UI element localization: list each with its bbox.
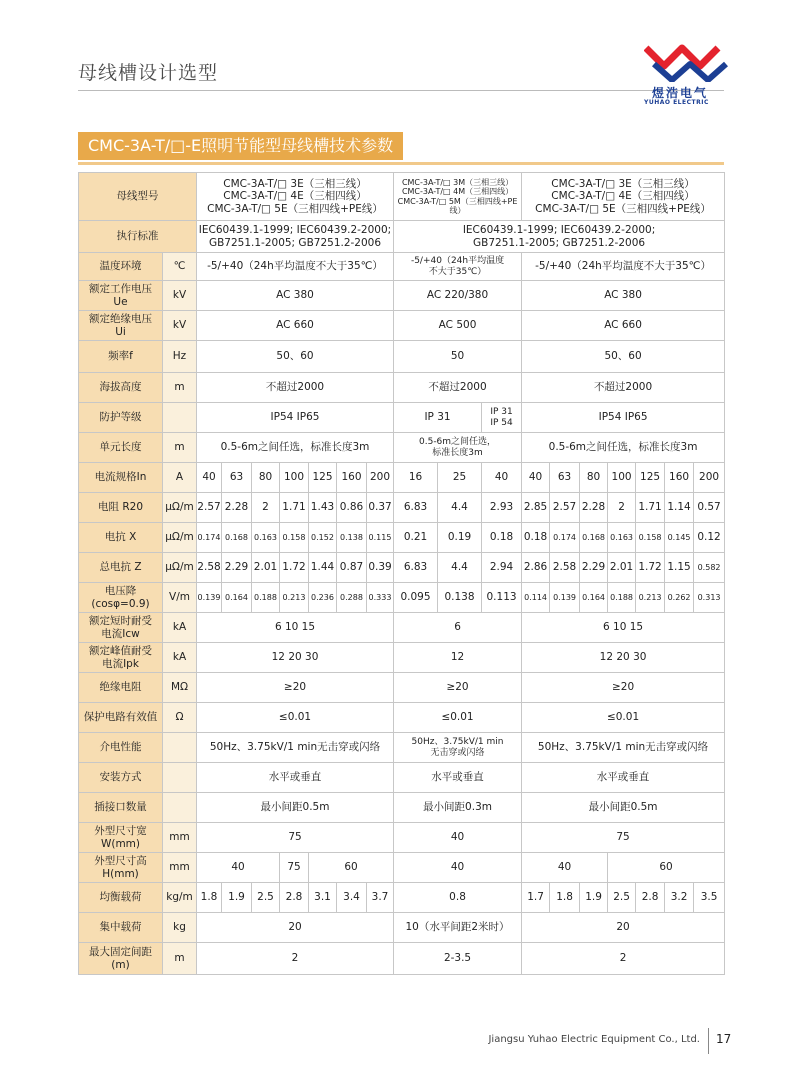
plug-group3: 最小间距0.5m: [522, 793, 725, 823]
row-install: [79, 763, 725, 793]
cload-group2: 10（水平间距2米时）: [394, 913, 522, 943]
cell: 0.145: [665, 523, 694, 553]
label-r20: 电阻 R20: [79, 493, 163, 523]
cell: 40: [197, 463, 222, 493]
cell: 1.9: [580, 883, 608, 913]
company-logo: [640, 36, 732, 104]
section-title: CMC-3A-T/□-E照明节能型母线槽技术参数: [78, 132, 403, 160]
w-group2: 40: [394, 823, 522, 853]
ipk-group2: 12: [394, 643, 522, 673]
label-plug: 插接口数量: [79, 793, 163, 823]
icw-group1: 6 10 15: [197, 613, 394, 643]
unitlen-group3: 0.5-6m之间任选，标准长度3m: [522, 433, 725, 463]
cell: 2: [608, 493, 636, 523]
page-header-title: 母线槽设计选型: [78, 62, 219, 84]
cell: 0.139: [197, 583, 222, 613]
row-pe: [79, 703, 725, 733]
unit-current: A: [163, 463, 197, 493]
row-h: [79, 853, 725, 883]
cell: 40: [482, 463, 522, 493]
cell: 80: [252, 463, 280, 493]
cell: 2.01: [608, 553, 636, 583]
temp-group3: -5/+40（24h平均温度不大于35℃）: [522, 253, 725, 281]
row-freq: [79, 341, 725, 373]
cell: 0.138: [337, 523, 367, 553]
label-diel: 介电性能: [79, 733, 163, 763]
span-group3: 2: [522, 943, 725, 975]
unit-z: μΩ/m: [163, 553, 197, 583]
cell: 0.115: [367, 523, 394, 553]
row-ip: [79, 403, 725, 433]
cell: 2.8: [636, 883, 665, 913]
cell: 0.87: [337, 553, 367, 583]
cell: 0.163: [252, 523, 280, 553]
cell: 1.44: [309, 553, 337, 583]
label-pe: 保护电路有效值: [79, 703, 163, 733]
row-plug: [79, 793, 725, 823]
ui-group2: AC 500: [394, 311, 522, 341]
label-ins: 绝缘电阻: [79, 673, 163, 703]
cell: 1.43: [309, 493, 337, 523]
label-ip: 防护等级: [79, 403, 163, 433]
logo-mark-icon: [644, 36, 728, 82]
label-span: 最大固定间距 (m): [79, 943, 163, 975]
ui-group3: AC 660: [522, 311, 725, 341]
cell: 200: [367, 463, 394, 493]
cell: 0.163: [608, 523, 636, 553]
cell: 125: [636, 463, 665, 493]
label-h: 外型尺寸高 H(mm): [79, 853, 163, 883]
unit-load: kg/m: [163, 883, 197, 913]
cell: 0.113: [482, 583, 522, 613]
cell: 3.1: [309, 883, 337, 913]
alt-group1: 不超过2000: [197, 373, 394, 403]
cell: 0.582: [694, 553, 725, 583]
cell: 2.85: [522, 493, 550, 523]
diel-group2: 50Hz、3.75kV/1 min 无击穿或闪络: [394, 733, 522, 763]
label-unitlen: 单元长度: [79, 433, 163, 463]
unitlen-group2: 0.5-6m之间任选， 标准长度3m: [394, 433, 522, 463]
standard-group1: IEC60439.1-1999; IEC60439.2-2000; GB7251.1-2005; GB7251.2-2006: [197, 221, 394, 253]
cload-group3: 20: [522, 913, 725, 943]
unit-ipk: kA: [163, 643, 197, 673]
cell: 3.4: [337, 883, 367, 913]
cell: 125: [309, 463, 337, 493]
unit-w: mm: [163, 823, 197, 853]
unit-cload: kg: [163, 913, 197, 943]
unit-r20: μΩ/m: [163, 493, 197, 523]
cell: 0.18: [522, 523, 550, 553]
unit-freq: Hz: [163, 341, 197, 373]
cell: 0.152: [309, 523, 337, 553]
cell: 2.58: [550, 553, 580, 583]
cell: 2.29: [222, 553, 252, 583]
label-freq: 频率f: [79, 341, 163, 373]
cell: 200: [694, 463, 725, 493]
unit-unitlen: m: [163, 433, 197, 463]
cell: 0.138: [438, 583, 482, 613]
cell: 0.158: [280, 523, 309, 553]
row-unitlen: [79, 433, 725, 463]
h-group1-c: 60: [309, 853, 394, 883]
install-group3: 水平或垂直: [522, 763, 725, 793]
ue-group1: AC 380: [197, 281, 394, 311]
cell: 2.28: [222, 493, 252, 523]
unit-icw: kA: [163, 613, 197, 643]
row-model: [79, 173, 725, 221]
row-cload: [79, 913, 725, 943]
row-standard: [79, 221, 725, 253]
cell: 0.164: [580, 583, 608, 613]
cell: 40: [522, 463, 550, 493]
label-standard: 执行标准: [79, 221, 197, 253]
cell: 1.9: [222, 883, 252, 913]
cell: 0.168: [580, 523, 608, 553]
cell: 2.57: [197, 493, 222, 523]
spec-table: [78, 172, 725, 975]
install-group2: 水平或垂直: [394, 763, 522, 793]
pe-group2: ≤0.01: [394, 703, 522, 733]
ins-group2: ≥20: [394, 673, 522, 703]
page-number: 17: [716, 1032, 732, 1046]
cell: 0.139: [550, 583, 580, 613]
diel-group3: 50Hz、3.75kV/1 min无击穿或闪络: [522, 733, 725, 763]
cload-group1: 20: [197, 913, 394, 943]
row-temp: [79, 253, 725, 281]
footer-divider: [708, 1028, 709, 1054]
cell: 0.57: [694, 493, 725, 523]
cell: 4.4: [438, 553, 482, 583]
cell: 25: [438, 463, 482, 493]
row-alt: [79, 373, 725, 403]
cell: 16: [394, 463, 438, 493]
cell: 2.01: [252, 553, 280, 583]
cell: 0.288: [337, 583, 367, 613]
cell: 0.168: [222, 523, 252, 553]
cell: 0.86: [337, 493, 367, 523]
ui-group1: AC 660: [197, 311, 394, 341]
ue-group3: AC 380: [522, 281, 725, 311]
label-current: 电流规格In: [79, 463, 163, 493]
model-group3: CMC-3A-T/□ 3E（三相三线） CMC-3A-T/□ 4E（三相四线） CMC-3A-T/□ 5E（三相四线+PE线）: [522, 173, 725, 221]
span-group1: 2: [197, 943, 394, 975]
cell: 1.71: [280, 493, 309, 523]
row-ue: [79, 281, 725, 311]
cell: 4.4: [438, 493, 482, 523]
cell: 2.86: [522, 553, 550, 583]
install-group1: 水平或垂直: [197, 763, 394, 793]
cell: 2.29: [580, 553, 608, 583]
unit-x: μΩ/m: [163, 523, 197, 553]
cell: 1.7: [522, 883, 550, 913]
diel-group1: 50Hz、3.75kV/1 min无击穿或闪络: [197, 733, 394, 763]
label-w: 外型尺寸宽 W(mm): [79, 823, 163, 853]
footer-company: Jiangsu Yuhao Electric Equipment Co., Ltd.: [488, 1034, 700, 1045]
cell: 2.58: [197, 553, 222, 583]
ip-group3: IP54 IP65: [522, 403, 725, 433]
label-icw: 额定短时耐受 电流Icw: [79, 613, 163, 643]
h-group2: 40: [394, 853, 522, 883]
cell: 1.72: [280, 553, 309, 583]
ip-group1: IP54 IP65: [197, 403, 394, 433]
logo-english-name: YUHAO ELECTRIC: [644, 99, 709, 106]
freq-group3: 50、60: [522, 341, 725, 373]
icw-group2: 6: [394, 613, 522, 643]
cell: 2: [252, 493, 280, 523]
section-title-rule: [78, 162, 724, 165]
row-span: [79, 943, 725, 975]
cell: 0.39: [367, 553, 394, 583]
ins-group3: ≥20: [522, 673, 725, 703]
row-z: [79, 553, 725, 583]
unitlen-group1: 0.5-6m之间任选，标准长度3m: [197, 433, 394, 463]
unit-alt: m: [163, 373, 197, 403]
cell: 2.93: [482, 493, 522, 523]
cell: 3.7: [367, 883, 394, 913]
cell: 0.37: [367, 493, 394, 523]
h-group1-a: 40: [197, 853, 280, 883]
label-load: 均衡载荷: [79, 883, 163, 913]
unit-plug: [163, 793, 197, 823]
alt-group2: 不超过2000: [394, 373, 522, 403]
cell: 63: [222, 463, 252, 493]
cell: 0.114: [522, 583, 550, 613]
unit-ui: kV: [163, 311, 197, 341]
ipk-group1: 12 20 30: [197, 643, 394, 673]
unit-diel: [163, 733, 197, 763]
cell: 0.236: [309, 583, 337, 613]
ip-group2a: IP 31: [394, 403, 482, 433]
cell: 2.28: [580, 493, 608, 523]
cell: 100: [608, 463, 636, 493]
row-w: [79, 823, 725, 853]
cell: 3.2: [665, 883, 694, 913]
cell: 160: [337, 463, 367, 493]
freq-group2: 50: [394, 341, 522, 373]
cell: 0.12: [694, 523, 725, 553]
model-group1: CMC-3A-T/□ 3E（三相三线） CMC-3A-T/□ 4E（三相四线） CMC-3A-T/□ 5E（三相四线+PE线）: [197, 173, 394, 221]
label-alt: 海拔高度: [79, 373, 163, 403]
plug-group1: 最小间距0.5m: [197, 793, 394, 823]
ins-group1: ≥20: [197, 673, 394, 703]
span-group2: 2-3.5: [394, 943, 522, 975]
cell: 0.213: [280, 583, 309, 613]
row-ipk: [79, 643, 725, 673]
row-current: [79, 463, 725, 493]
unit-span: m: [163, 943, 197, 975]
cell: 1.14: [665, 493, 694, 523]
unit-vd: V/m: [163, 583, 197, 613]
label-x: 电抗 X: [79, 523, 163, 553]
label-install: 安装方式: [79, 763, 163, 793]
cell: 100: [280, 463, 309, 493]
cell: 80: [580, 463, 608, 493]
cell: 0.18: [482, 523, 522, 553]
cell: 2.8: [280, 883, 309, 913]
header-divider: [78, 90, 724, 91]
cell: 160: [665, 463, 694, 493]
row-vd: [79, 583, 725, 613]
label-temp: 温度环境: [79, 253, 163, 281]
cell: 2.94: [482, 553, 522, 583]
cell: 0.313: [694, 583, 725, 613]
cell: 6.83: [394, 493, 438, 523]
alt-group3: 不超过2000: [522, 373, 725, 403]
cell: 0.333: [367, 583, 394, 613]
row-icw: [79, 613, 725, 643]
h-group3-a: 40: [522, 853, 608, 883]
plug-group2: 最小间距0.3m: [394, 793, 522, 823]
ip-group2b: IP 31 IP 54: [482, 403, 522, 433]
cell: 1.71: [636, 493, 665, 523]
load-group2: 0.8: [394, 883, 522, 913]
cell: 0.213: [636, 583, 665, 613]
standard-group23: IEC60439.1-1999; IEC60439.2-2000; GB7251.1-2005; GB7251.2-2006: [394, 221, 725, 253]
cell: 1.8: [197, 883, 222, 913]
w-group1: 75: [197, 823, 394, 853]
label-vd: 电压降 (cosφ=0.9): [79, 583, 163, 613]
cell: 0.188: [608, 583, 636, 613]
label-ipk: 额定峰值耐受 电流Ipk: [79, 643, 163, 673]
h-group3-b: 60: [608, 853, 725, 883]
cell: 0.158: [636, 523, 665, 553]
row-x: [79, 523, 725, 553]
cell: 6.83: [394, 553, 438, 583]
h-group1-b: 75: [280, 853, 309, 883]
cell: 0.21: [394, 523, 438, 553]
unit-temp: ℃: [163, 253, 197, 281]
unit-ue: kV: [163, 281, 197, 311]
cell: 1.8: [550, 883, 580, 913]
cell: 0.174: [197, 523, 222, 553]
cell: 2.5: [252, 883, 280, 913]
cell: 2.5: [608, 883, 636, 913]
label-cload: 集中载荷: [79, 913, 163, 943]
pe-group1: ≤0.01: [197, 703, 394, 733]
cell: 1.72: [636, 553, 665, 583]
cell: 0.262: [665, 583, 694, 613]
cell: 63: [550, 463, 580, 493]
model-group2: CMC-3A-T/□ 3M（三相三线） CMC-3A-T/□ 4M（三相四线） CMC-3A-T/□ 5M（三相四线+PE线）: [394, 173, 522, 221]
row-load: [79, 883, 725, 913]
unit-pe: Ω: [163, 703, 197, 733]
label-z: 总电抗 Z: [79, 553, 163, 583]
cell: 0.164: [222, 583, 252, 613]
row-diel: [79, 733, 725, 763]
row-ui: [79, 311, 725, 341]
cell: 1.15: [665, 553, 694, 583]
freq-group1: 50、60: [197, 341, 394, 373]
cell: 0.174: [550, 523, 580, 553]
temp-group1: -5/+40（24h平均温度不大于35℃）: [197, 253, 394, 281]
label-model: 母线型号: [79, 173, 197, 221]
unit-ins: MΩ: [163, 673, 197, 703]
cell: 3.5: [694, 883, 725, 913]
cell: 0.095: [394, 583, 438, 613]
ipk-group3: 12 20 30: [522, 643, 725, 673]
unit-install: [163, 763, 197, 793]
pe-group3: ≤0.01: [522, 703, 725, 733]
label-ui: 额定绝缘电压 Ui: [79, 311, 163, 341]
logo-chinese-name: 煜浩电气: [652, 86, 709, 100]
icw-group3: 6 10 15: [522, 613, 725, 643]
ue-group2: AC 220/380: [394, 281, 522, 311]
label-ue: 额定工作电压 Ue: [79, 281, 163, 311]
cell: 0.19: [438, 523, 482, 553]
unit-h: mm: [163, 853, 197, 883]
unit-ip: [163, 403, 197, 433]
w-group3: 75: [522, 823, 725, 853]
row-ins: [79, 673, 725, 703]
temp-group2: -5/+40（24h平均温度 不大于35℃）: [394, 253, 522, 281]
row-r20: [79, 493, 725, 523]
cell: 0.188: [252, 583, 280, 613]
cell: 2.57: [550, 493, 580, 523]
